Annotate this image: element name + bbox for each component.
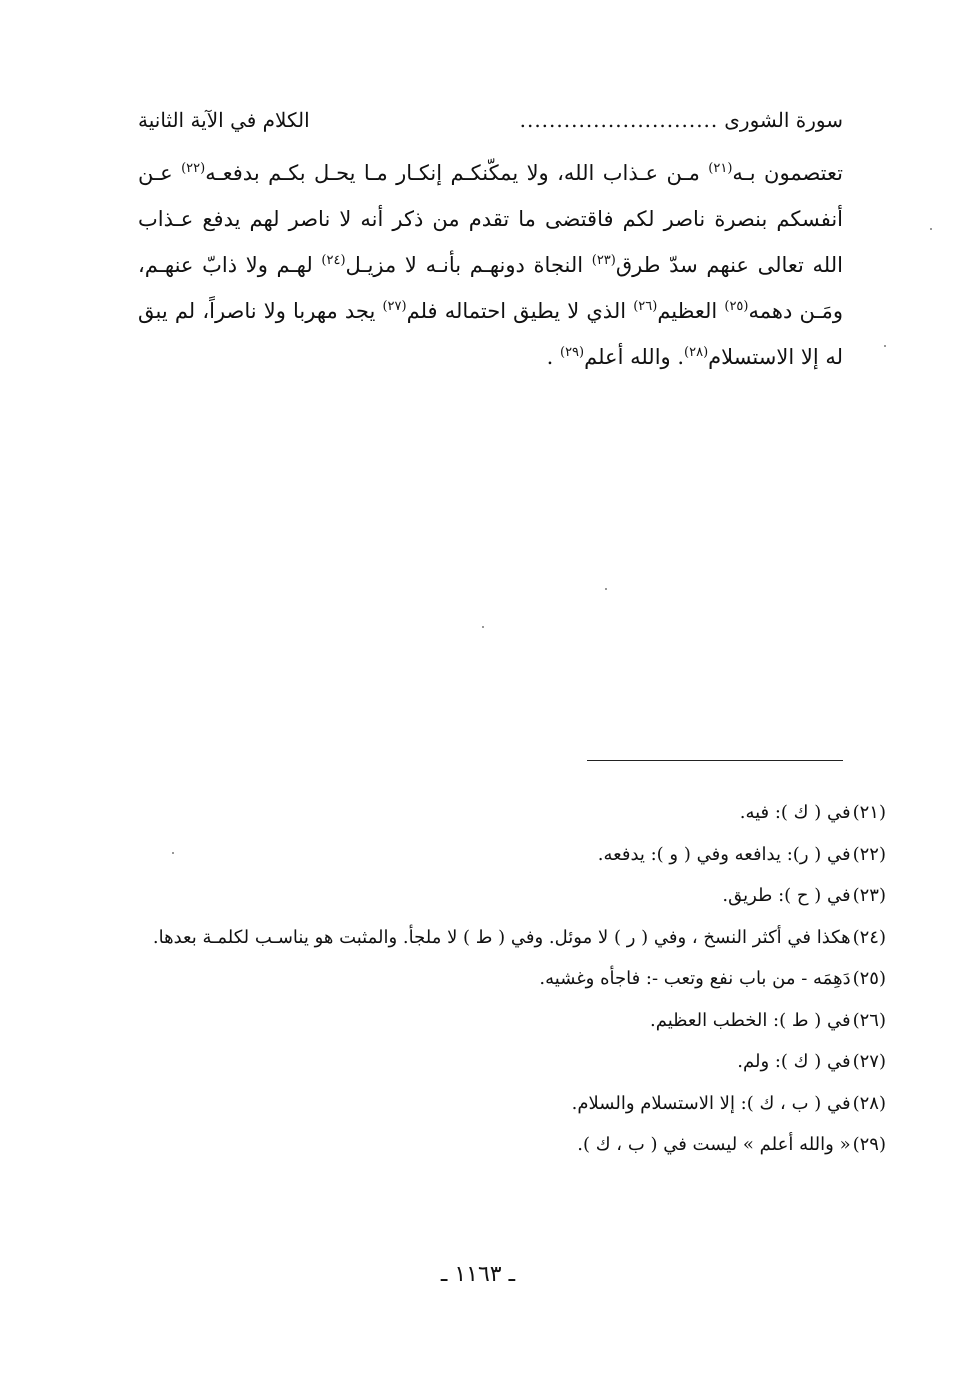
footnote-ref-23: (٢٣) xyxy=(591,253,616,268)
footnote xyxy=(138,1124,886,1166)
footnote-text: في ( ح ): طريق. xyxy=(722,885,851,906)
scan-speck xyxy=(930,228,932,230)
text-run: العظيم xyxy=(657,299,725,323)
footnote-number: (٢٣) xyxy=(852,885,886,906)
footnote-ref-25: (٢٥) xyxy=(724,299,749,314)
footnote xyxy=(138,917,886,959)
surah-label: سورة الشورى xyxy=(724,108,843,132)
body-text xyxy=(138,150,843,380)
header-leader-dots: ........................... xyxy=(519,108,719,132)
footnote-number: (٢٨) xyxy=(852,1092,886,1114)
text-run: مـن عـذاب الله، ولا يمكّنكـم إنكـار مـا يحـل بكـم بدفعـه xyxy=(205,161,709,185)
footnote-text: في ( ك ): فيه. xyxy=(739,802,851,823)
footnote xyxy=(138,1041,886,1083)
text-run: يجد مهربا ولا ناصراً، لم يبق له إلا الاستسلام xyxy=(138,299,843,369)
footnote-number: (٢١) xyxy=(852,802,886,823)
footnote-text: في ( ب ، ك ): إلا الاستسلام والسلام. xyxy=(571,1092,851,1114)
scan-speck xyxy=(884,345,886,347)
footnotes xyxy=(138,792,886,1166)
footnote-number: (٢٧) xyxy=(852,1051,886,1072)
page-number: ـ ١١٦٣ ـ xyxy=(440,1262,516,1287)
text-run: الذي لا يطيق احتماله فلم xyxy=(406,299,634,323)
footnote-text: « والله أعلم » ليست في ( ب ، ك ). xyxy=(577,1134,851,1155)
footnote-divider xyxy=(587,760,843,761)
footnote xyxy=(138,834,886,876)
footnote xyxy=(138,792,886,834)
text-run: لهـم ولا ذابّ عنهـم، ومَـن دهمه xyxy=(138,253,843,323)
text-run: عـن أنفسكم بنصرة ناصر لكم فاقتضى ما تقدم من ذكر أنه لا ناصر لهم يدفع عـذاب الله تعالى عنهم سدّ طرق xyxy=(138,161,843,277)
footnote-ref-28: (٢٨) xyxy=(684,345,709,360)
footnote-text: في ( ك ): ولم. xyxy=(737,1051,851,1072)
footnote xyxy=(138,1000,886,1042)
footnote-ref-26: (٢٦) xyxy=(633,299,658,314)
scan-speck xyxy=(605,588,607,590)
footnote-text: هكذا في أكثر النسخ ، وفي ( ر ) لا موئل. وفي ( ط ) لا ملجأ. والمثبت هو يناسـب لكلمـة بعدها. xyxy=(152,926,851,948)
footnote-number: (٢٢) xyxy=(852,843,886,865)
running-header xyxy=(138,108,843,132)
body-paragraph xyxy=(138,150,843,380)
footnote xyxy=(138,875,886,917)
footnote-ref-24: (٢٤) xyxy=(321,253,346,268)
footnote-ref-29: (٢٩) xyxy=(560,345,585,360)
footnote-ref-27: (٢٧) xyxy=(382,299,407,314)
footnote-text: دَهِمَه - من باب نفع وتعب -: فاجأه وغشيه. xyxy=(539,968,851,989)
text-run: النجاة دونهـم بأنـه لا مزيـل xyxy=(345,253,592,277)
text-run: . والله أعلم xyxy=(584,345,685,369)
footnote-number: (٢٦) xyxy=(852,1009,886,1031)
footnote-ref-22: (٢٢) xyxy=(181,161,206,176)
footnote-number: (٢٥) xyxy=(852,968,886,989)
text-run: تعتصمون بـه xyxy=(732,161,843,185)
footnote xyxy=(138,958,886,1000)
footnote-number: (٢٩) xyxy=(852,1134,886,1155)
footnote-number: (٢٤) xyxy=(852,926,886,948)
scan-speck xyxy=(482,626,484,628)
scan-speck xyxy=(172,852,174,854)
footnote-ref-21: (٢١) xyxy=(708,161,733,176)
section-label: الكلام في الآية الثانية xyxy=(138,108,310,132)
text-run: . xyxy=(546,345,560,369)
footnote xyxy=(138,1083,886,1125)
footnote-text: في ( ر): يدافعه وفي ( و ): يدفعه. xyxy=(597,843,851,865)
footnote-text: في ( ط ): الخطب العظيم. xyxy=(650,1009,851,1031)
